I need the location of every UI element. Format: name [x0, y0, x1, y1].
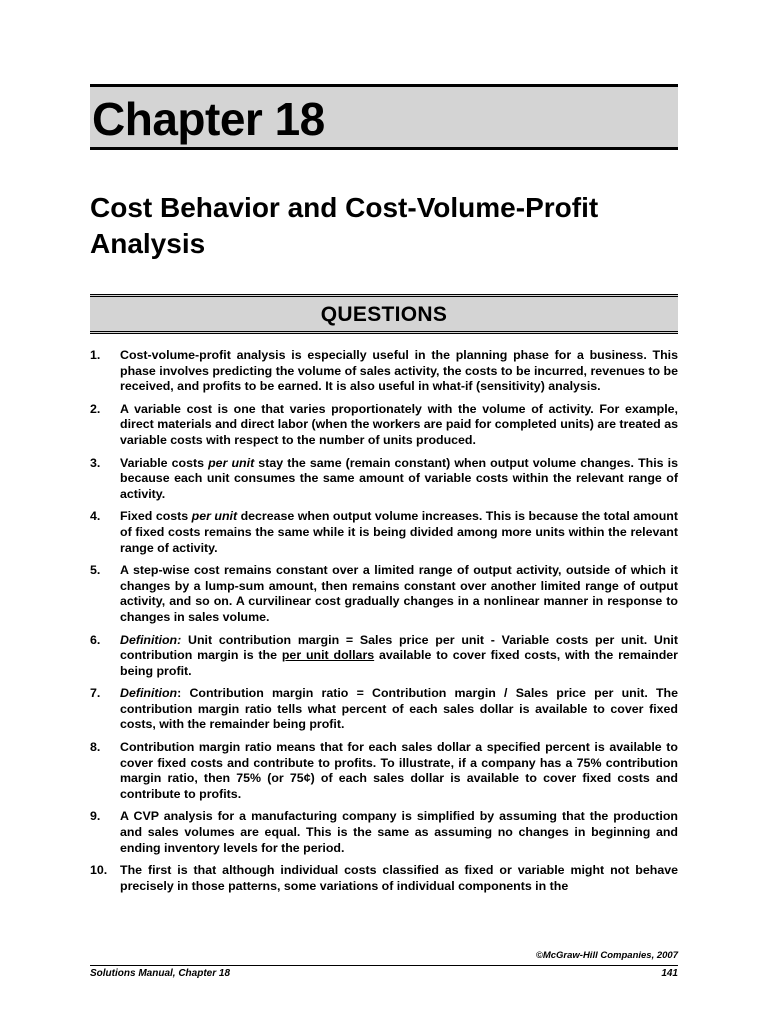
question-text-segment: Definition	[120, 686, 178, 701]
question-number: 7.	[90, 686, 101, 701]
question-number: 3.	[90, 455, 101, 470]
question-item	[90, 809, 678, 856]
question-item	[90, 740, 678, 802]
question-text-segment: available to cover fixed costs, with the remainder being profit.	[120, 648, 678, 678]
questions-heading-band	[90, 294, 678, 334]
question-text-segment: Definition:	[120, 632, 182, 647]
question-text-segment: Cost-volume-profit analysis is especially useful in the planning phase for a business. This phase involves predicting the volume of sales activity, the costs to be incurred, revenues to be received, and profits to be earned. It is also useful in what-if (sensitivity) analysis.	[120, 348, 678, 394]
question-item	[90, 563, 678, 625]
question-text	[120, 863, 678, 894]
question-number: 6.	[90, 632, 101, 647]
chapter-title-band	[90, 84, 678, 150]
question-text-segment: A variable cost is one that varies proportionately with the volume of activity. For example, direct materials and direct labor (when the workers are paid for completed units) are treated as variable costs with respect to the number of units produced.	[120, 401, 678, 447]
question-text-segment: per unit dollars	[281, 648, 375, 663]
question-number: 1.	[90, 348, 101, 362]
question-item	[90, 348, 678, 395]
question-item	[90, 509, 678, 556]
question-text-segment: A step-wise cost remains constant over a limited range of output activity, outside of which it changes by a lump-sum amount, then remains constant over another limited range of output activity, and so on. A curvilinear cost gradually changes in a nonlinear manner in response to changes in sales volume.	[120, 563, 678, 624]
question-number: 9.	[90, 809, 101, 824]
question-number: 5.	[90, 563, 101, 578]
question-text	[120, 402, 678, 449]
footer-divider	[90, 965, 678, 966]
chapter-subtitle: Cost Behavior and Cost-Volume-Profit Analysis	[90, 192, 599, 259]
copyright-notice: ©McGraw-Hill Companies, 2007	[535, 950, 678, 961]
chapter-title: Chapter 18	[92, 93, 325, 145]
question-text-segment: Variable costs	[120, 455, 209, 470]
question-item	[90, 402, 678, 449]
question-number: 2.	[90, 401, 101, 416]
question-item	[90, 456, 678, 503]
question-text	[120, 563, 678, 625]
question-text-segment: The first is that although individual costs classified as fixed or variable might not behave precisely in those patterns, some variations of individual components in the	[120, 863, 678, 893]
question-text	[120, 348, 678, 395]
question-text-segment: : Contribution margin ratio = Contribution margin / Sales price per unit. The contribution margin ratio tells what percent of each sales dollar is available to cover fixed costs, with the remainder being profit.	[120, 686, 678, 732]
question-text	[120, 509, 678, 556]
question-text	[120, 686, 678, 733]
footer-left-text: Solutions Manual, Chapter 18	[90, 968, 231, 979]
question-text-segment: stay the same (remain constant) when output volume changes. This is because each unit consumes the same amount of variable costs within the relevant range of activity.	[120, 455, 678, 501]
question-number: 8.	[90, 740, 101, 755]
question-text-segment: per unit	[208, 455, 255, 470]
question-number: 4.	[90, 509, 101, 524]
question-text-segment: A CVP analysis for a manufacturing company is simplified by assuming that the production and sales volumes are equal. This is the same as assuming no changes in beginning and ending inventory levels for the period.	[120, 809, 678, 855]
section-heading: QUESTIONS	[320, 303, 448, 326]
question-item	[90, 686, 678, 733]
question-text-segment: Unit contribution margin = Sales price per unit - Variable costs per unit. Unit contribution margin is the	[120, 632, 678, 663]
question-text-segment: Fixed costs	[120, 509, 192, 524]
question-text-segment: decrease when output volume increases. This is because the total amount of fixed costs remains the same while it is being divided among more units within the relevant range of activity.	[120, 509, 678, 555]
question-number: 10.	[90, 863, 108, 878]
question-text-segment: Contribution margin ratio means that for each sales dollar a specified percent is available to cover fixed costs and contribute to profits. To illustrate, if a company has a 75% contribution margin ratio, then 75% (or 75¢) of each sales dollar is available to cover fixed costs and contribute to profits.	[120, 740, 678, 801]
question-text	[120, 456, 678, 503]
question-item	[90, 633, 678, 680]
question-text	[120, 633, 678, 680]
question-text	[120, 809, 678, 856]
question-text-segment: per unit	[191, 509, 238, 524]
question-item	[90, 863, 678, 894]
question-text	[120, 740, 678, 802]
page-number: 141	[661, 968, 678, 979]
questions-list	[90, 348, 678, 901]
